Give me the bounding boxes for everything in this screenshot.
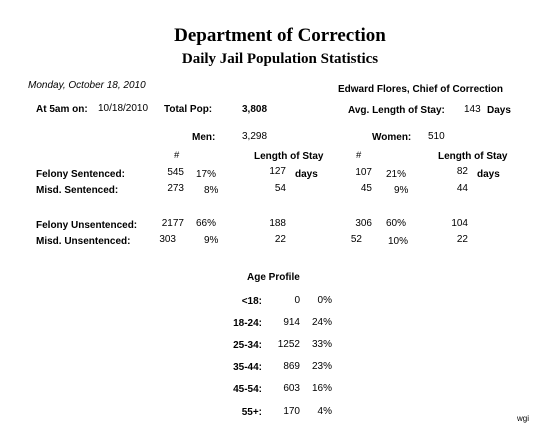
age-row-count: 170 bbox=[283, 406, 300, 417]
age-row-count: 869 bbox=[283, 361, 300, 372]
men-felony-unsentenced-pct: 66% bbox=[196, 218, 217, 229]
at-5am-date: 10/18/2010 bbox=[98, 103, 149, 114]
age-row-label: 55+: bbox=[241, 407, 262, 418]
women-count-header: # bbox=[356, 150, 362, 161]
women-label: Women: bbox=[372, 132, 412, 143]
felony-sentenced-label: Felony Sentenced: bbox=[36, 169, 125, 180]
page-subtitle: Daily Jail Population Statistics bbox=[181, 51, 379, 67]
women-felony-sentenced-count: 107 bbox=[355, 167, 372, 178]
felony-unsentenced-label: Felony Unsentenced: bbox=[36, 220, 138, 231]
men-count-header: # bbox=[174, 150, 180, 161]
total-pop-label: Total Pop: bbox=[164, 104, 213, 115]
age-row-pct: 23% bbox=[311, 361, 332, 372]
women-misd-unsentenced-count: 52 bbox=[350, 234, 362, 245]
age-profile-title: Age Profile bbox=[247, 272, 300, 283]
age-row-pct: 0% bbox=[317, 295, 332, 306]
men-misd-sentenced-count: 273 bbox=[167, 183, 184, 194]
men-felony-unsentenced-los: 188 bbox=[269, 218, 286, 229]
age-row-label: <18: bbox=[241, 296, 262, 307]
age-row-label: 45-54: bbox=[233, 384, 262, 395]
age-row-count: 914 bbox=[283, 317, 300, 328]
age-row-count: 0 bbox=[294, 295, 300, 306]
avg-length-of-stay-label: Avg. Length of Stay: bbox=[348, 105, 445, 116]
age-row-pct: 33% bbox=[311, 339, 332, 350]
at-5am-label: At 5am on: bbox=[36, 104, 88, 115]
age-row-label: 35-44: bbox=[233, 362, 262, 373]
women-days-label: days bbox=[477, 169, 500, 180]
report-date: Monday, October 18, 2010 bbox=[28, 80, 146, 91]
women-misd-unsentenced-los: 22 bbox=[456, 234, 468, 245]
men-felony-sentenced-count: 545 bbox=[167, 167, 184, 178]
women-felony-sentenced-pct: 21% bbox=[386, 169, 407, 180]
men-label: Men: bbox=[192, 132, 216, 143]
men-felony-unsentenced-count: 2177 bbox=[161, 218, 184, 229]
age-row-count: 603 bbox=[283, 383, 300, 394]
age-row-pct: 16% bbox=[311, 383, 332, 394]
men-misd-unsentenced-pct: 9% bbox=[204, 235, 219, 246]
age-row-label: 25-34: bbox=[233, 340, 262, 351]
women-felony-unsentenced-los: 104 bbox=[451, 218, 468, 229]
men-misd-sentenced-los: 54 bbox=[274, 183, 286, 194]
women-misd-sentenced-pct: 9% bbox=[394, 185, 409, 196]
women-felony-unsentenced-pct: 60% bbox=[386, 218, 407, 229]
men-misd-unsentenced-los: 22 bbox=[274, 234, 286, 245]
men-total: 3,298 bbox=[242, 131, 268, 142]
men-days-label: days bbox=[295, 169, 318, 180]
women-felony-sentenced-los: 82 bbox=[456, 166, 468, 177]
age-row-pct: 24% bbox=[311, 317, 332, 328]
total-pop-value: 3,808 bbox=[242, 104, 268, 115]
misd-sentenced-label: Misd. Sentenced: bbox=[36, 185, 119, 196]
women-misd-sentenced-los: 44 bbox=[456, 183, 468, 194]
men-misd-sentenced-pct: 8% bbox=[204, 185, 219, 196]
age-row-label: 18-24: bbox=[233, 318, 262, 329]
women-misd-sentenced-count: 45 bbox=[360, 183, 372, 194]
age-row-pct: 4% bbox=[317, 406, 332, 417]
men-los-header: Length of Stay bbox=[254, 151, 324, 162]
chief-name: Edward Flores, Chief of Correction bbox=[338, 84, 504, 95]
men-misd-unsentenced-count: 303 bbox=[159, 234, 176, 245]
women-los-header: Length of Stay bbox=[438, 151, 508, 162]
men-felony-sentenced-los: 127 bbox=[269, 166, 286, 177]
women-misd-unsentenced-pct: 10% bbox=[388, 236, 409, 247]
age-row-count: 1252 bbox=[277, 339, 300, 350]
women-total: 510 bbox=[428, 131, 445, 142]
page-title: Department of Correction bbox=[174, 25, 386, 46]
avg-length-of-stay-value: 143 bbox=[464, 104, 481, 115]
avg-length-of-stay-unit: Days bbox=[487, 105, 511, 116]
men-felony-sentenced-pct: 17% bbox=[196, 169, 217, 180]
women-felony-unsentenced-count: 306 bbox=[355, 218, 372, 229]
misd-unsentenced-label: Misd. Unsentenced: bbox=[36, 236, 131, 247]
footer-initials: wgi bbox=[517, 414, 530, 423]
